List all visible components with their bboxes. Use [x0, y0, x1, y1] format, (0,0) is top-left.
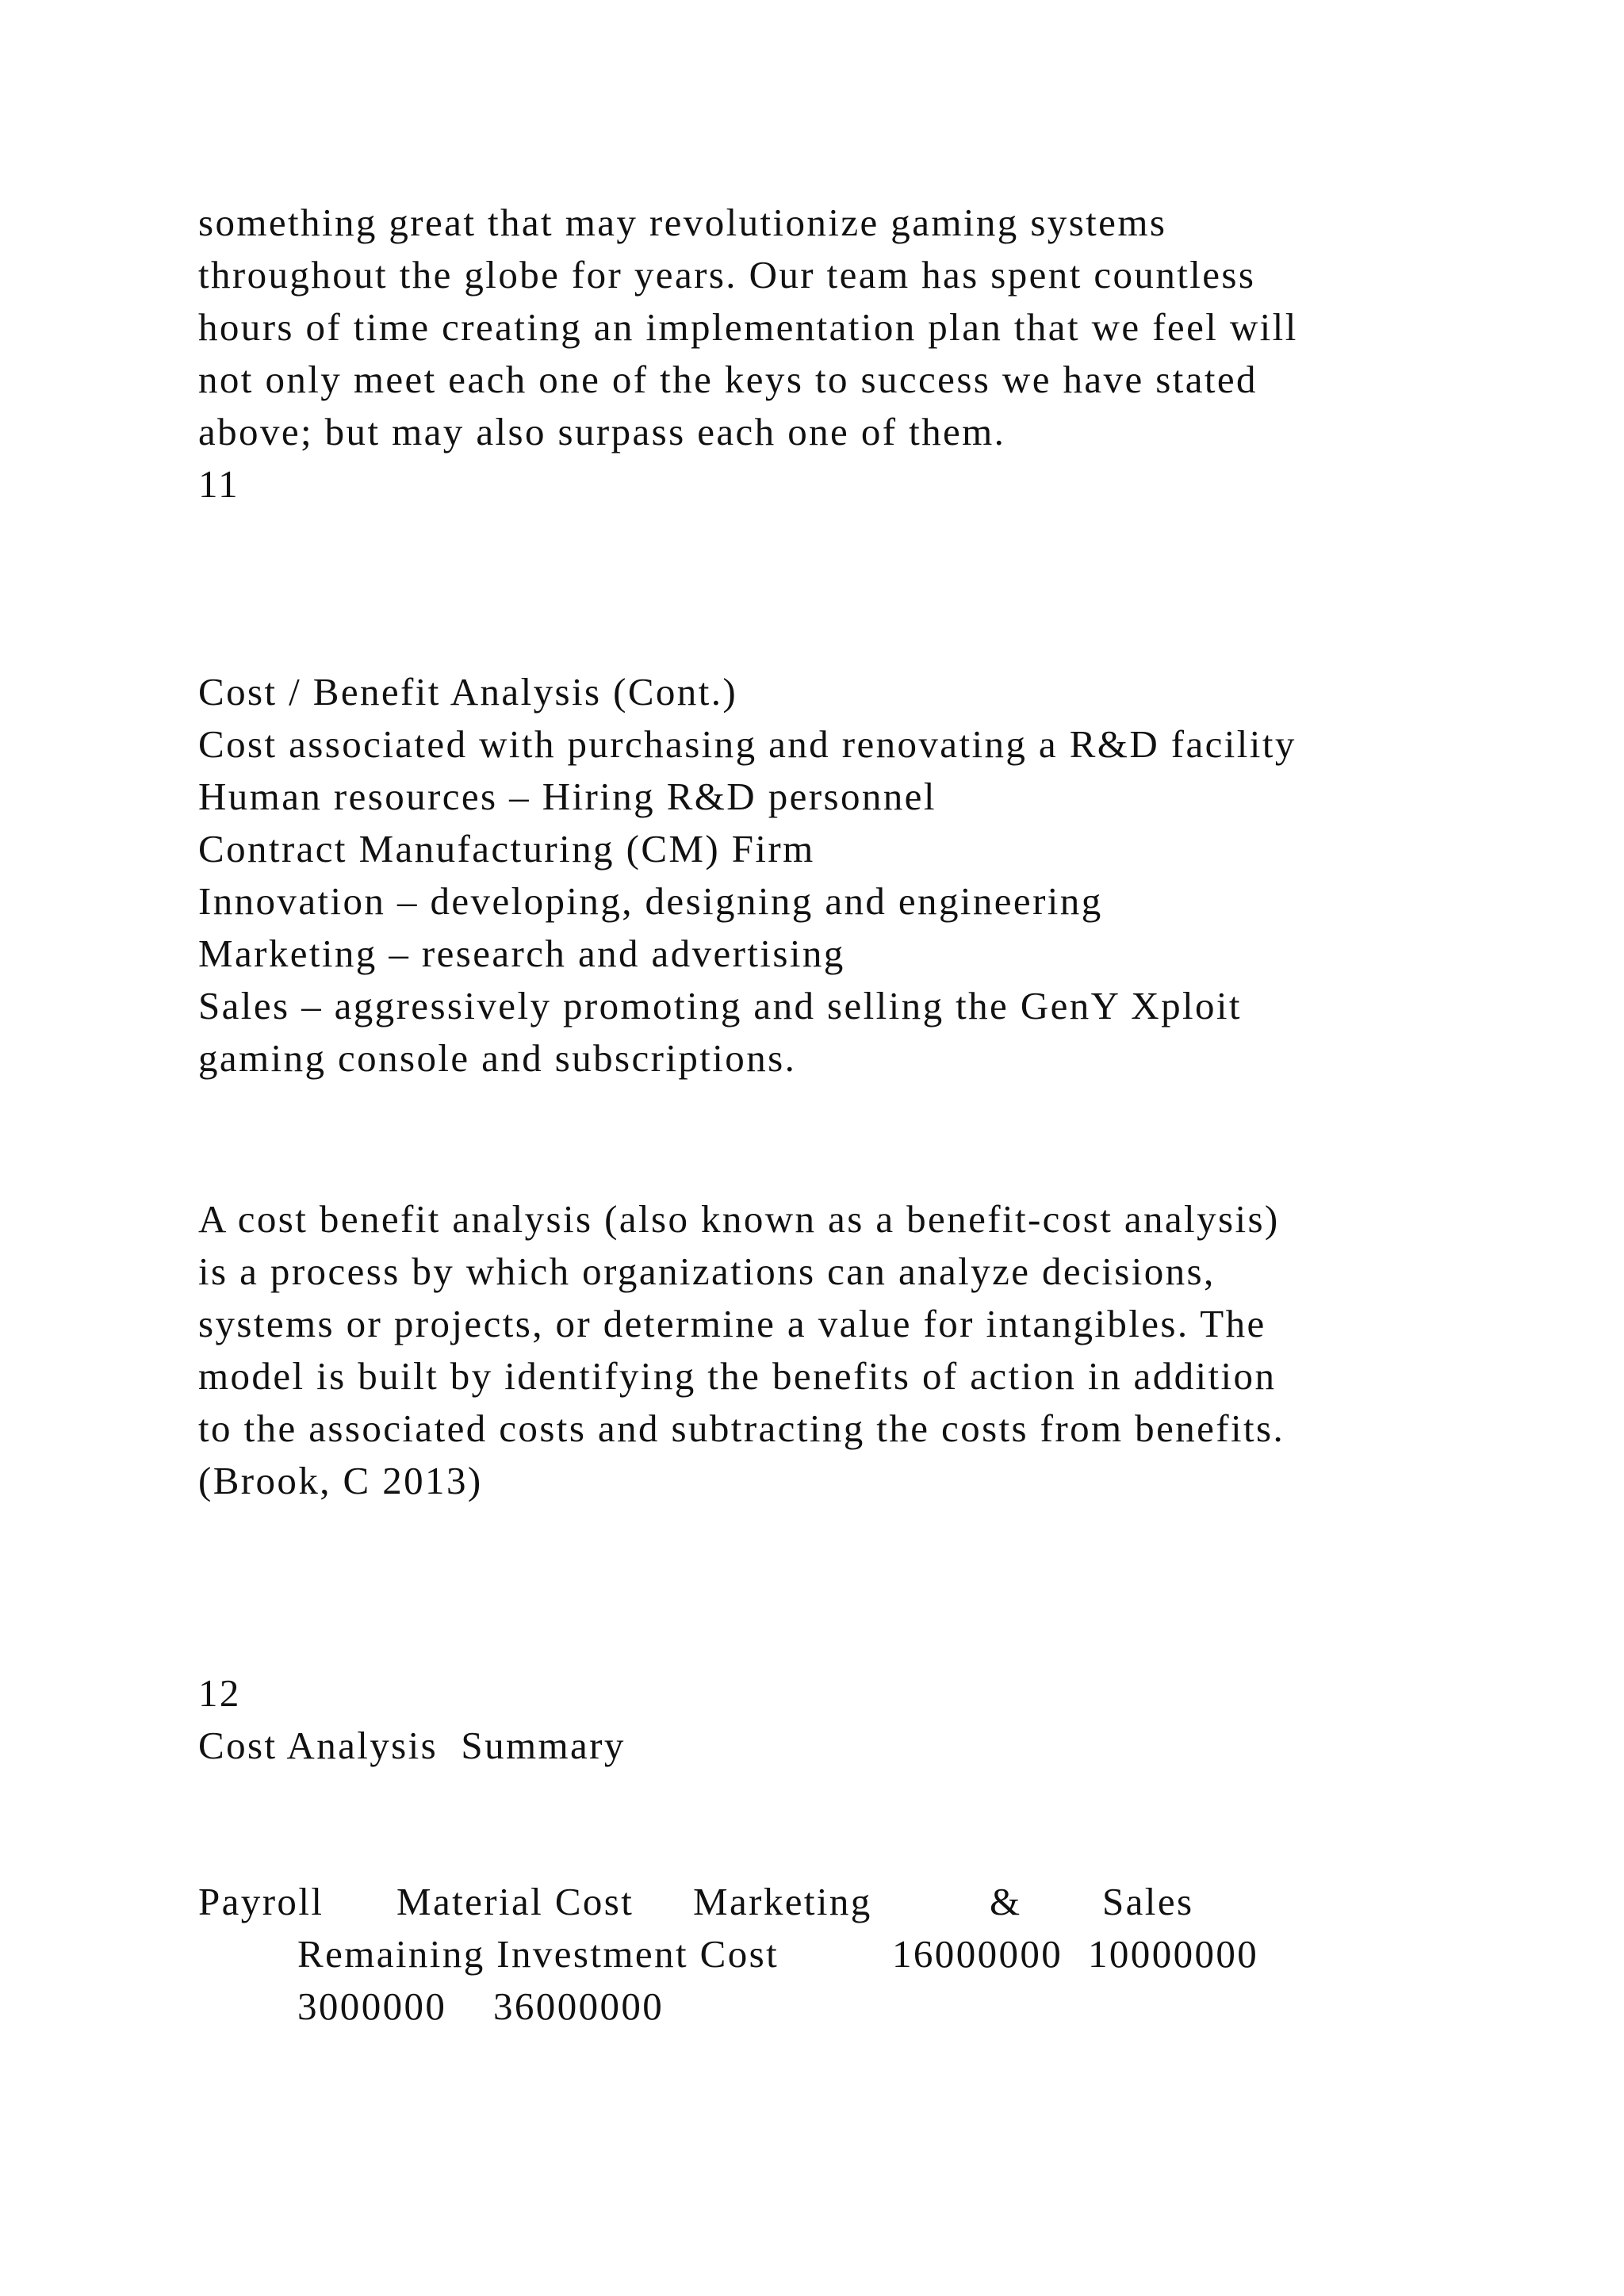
header-marketing: Marketing — [693, 1880, 872, 1923]
definition-line-5: to the associated costs and subtracting the costs from benefits. — [198, 1406, 1285, 1450]
definition-line-4: model is built by identifying the benefits of action in addition — [198, 1354, 1277, 1398]
definition-citation: (Brook, C 2013) — [198, 1459, 483, 1502]
definition-line-3: systems or projects, or determine a value for intangibles. The — [198, 1302, 1266, 1345]
cost-item-sales: Sales – aggressively promoting and selling the GenY Xploit — [198, 984, 1242, 1027]
cost-item-innovation: Innovation – developing, designing and engineering — [198, 879, 1103, 923]
value-marketing-sales: 3000000 — [297, 1984, 447, 2028]
intro-line-3: hours of time creating an implementation plan that we feel will — [198, 305, 1298, 349]
value-material-cost: 10000000 — [1088, 1932, 1259, 1976]
header-sales: Sales — [1102, 1880, 1194, 1923]
header-payroll: Payroll — [198, 1880, 324, 1923]
summary-title: Cost Analysis Summary — [198, 1724, 626, 1767]
header-ampersand: & — [990, 1880, 1022, 1923]
value-remaining-investment: 36000000 — [493, 1984, 665, 2028]
intro-line-5: above; but may also surpass each one of them. — [198, 410, 1006, 453]
cost-item-sales-cont: gaming console and subscriptions. — [198, 1036, 797, 1080]
section-title: Cost / Benefit Analysis (Cont.) — [198, 670, 738, 714]
cost-item-hr: Human resources – Hiring R&D personnel — [198, 775, 936, 818]
cost-item-cm-firm: Contract Manufacturing (CM) Firm — [198, 827, 815, 871]
cost-item-marketing: Marketing – research and advertising — [198, 932, 845, 975]
intro-line-1: something great that may revolutionize gaming systems — [198, 201, 1167, 244]
slide-number-11: 11 — [198, 462, 239, 506]
definition-line-2: is a process by which organizations can analyze decisions, — [198, 1249, 1216, 1293]
header-remaining-investment: Remaining Investment Cost — [297, 1932, 779, 1976]
value-payroll: 16000000 — [892, 1932, 1063, 1976]
intro-line-4: not only meet each one of the keys to success we have stated — [198, 358, 1258, 401]
cost-item-facility: Cost associated with purchasing and renovating a R&D facility — [198, 722, 1297, 766]
definition-line-1: A cost benefit analysis (also known as a benefit-cost analysis) — [198, 1197, 1280, 1241]
header-material-cost: Material Cost — [396, 1880, 634, 1923]
slide-number-12: 12 — [198, 1671, 241, 1715]
intro-line-2: throughout the globe for years. Our team has spent countless — [198, 253, 1256, 297]
